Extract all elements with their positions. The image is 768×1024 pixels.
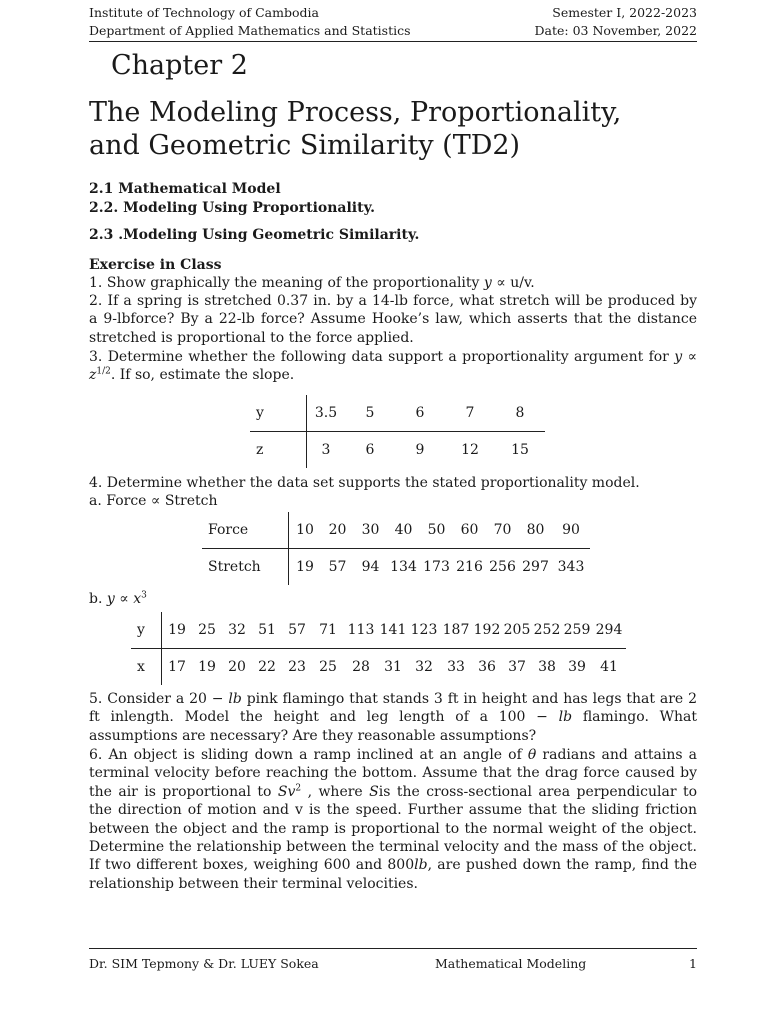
footer-rule (89, 948, 697, 949)
chapter-title (89, 96, 697, 162)
table-cell: 32 (415, 659, 433, 675)
table-cell: 7 (445, 395, 495, 432)
section-2-1: 2.1 Mathematical Model (89, 181, 281, 197)
exercise-4b: b. $y \propto x^3$ (89, 590, 147, 607)
table-cell: 71 (312, 612, 344, 649)
exercise-heading: Exercise in Class (89, 257, 222, 273)
table-cell: 38 (538, 659, 556, 675)
table-cell: 6 (365, 442, 375, 458)
institute-name: Institute of Technology of Cambodia (89, 5, 319, 20)
table-exercise-4a (202, 512, 590, 585)
table-cell: 19 (198, 659, 216, 675)
table-cell: 33 (447, 659, 465, 675)
title-line-1: The Modeling Process, Proportionality, (89, 97, 622, 128)
table-cell: 10 (289, 512, 322, 549)
table-cell: 22 (258, 659, 276, 675)
table-cell: 37 (508, 659, 526, 675)
table-cell: 123 (408, 612, 440, 649)
table-cell: 28 (352, 659, 370, 675)
table-cell: 40 (387, 512, 420, 549)
table-cell: 173 (423, 559, 450, 575)
table-cell: 39 (568, 659, 586, 675)
table-cell: 60 (453, 512, 486, 549)
table-row-label: Force (202, 512, 289, 549)
table-cell: 80 (519, 512, 552, 549)
table-row-label: Stretch (202, 549, 289, 586)
table-row-label: z (250, 432, 307, 469)
document-page (89, 0, 697, 1024)
table-cell: 256 (489, 559, 516, 575)
table-cell: 32 (222, 612, 252, 649)
chapter-label: Chapter 2 (111, 50, 248, 81)
title-line-2: and Geometric Similarity (TD2) (89, 130, 521, 161)
table-cell: 15 (511, 442, 529, 458)
table-cell: 141 (378, 612, 408, 649)
exercise-1: 1. Show graphically the meaning of the proportionality y ∝ u/v. (89, 275, 535, 291)
page-number: 1 (689, 956, 697, 971)
table-cell: 3.5 (307, 395, 346, 432)
exercise-4a: a. Force ∝ Stretch (89, 493, 218, 509)
table-cell: 343 (557, 559, 585, 575)
table-row-label: y (250, 395, 307, 432)
table-exercise-3 (250, 395, 545, 468)
table-cell: 5 (345, 395, 395, 432)
exercise-3: 3. Determine whether the following data support a proportionality argument for $y \propto z^{1/2}$. If so, estimate the slope. (89, 349, 698, 384)
table-cell: 90 (552, 512, 590, 549)
table-cell: 8 (495, 395, 545, 432)
table-cell: 70 (486, 512, 519, 549)
table-cell: 192 (472, 612, 502, 649)
table-cell: 23 (288, 659, 306, 675)
table-cell: 50 (420, 512, 453, 549)
table-cell: 216 (456, 559, 483, 575)
exercise-6: 6. An object is sliding down a ramp inclined at an angle of θ radians and attains a terminal velocity before reaching the bottom. Assume that the drag force caused by the air is proportional to Sv$^2$ , where Sis the cross-sectional area perpendicular to the direction of motion and v is the speed. Further assume that the sliding friction between the object and the ramp is proportional to the normal weight of the object. Determine the relationship between the terminal velocity and the mass of the object. If two different boxes, weighing 600 and 800lb, are pushed down the ramp, find the relationship between their terminal velocities. (89, 747, 697, 892)
table-cell: 25 (192, 612, 222, 649)
table-cell: 94 (361, 559, 380, 575)
department-name: Department of Applied Mathematics and Statistics (89, 23, 411, 38)
table-cell: 3 (321, 442, 331, 458)
table-cell: 57 (282, 612, 312, 649)
table-cell: 12 (461, 442, 479, 458)
table-cell: 187 (440, 612, 472, 649)
table-cell: 25 (319, 659, 337, 675)
section-2-3: 2.3 .Modeling Using Geometric Similarity. (89, 227, 420, 243)
table-cell: 57 (328, 559, 347, 575)
table-cell: 205 (502, 612, 532, 649)
table-cell: 19 (296, 559, 314, 575)
table-cell: 20 (321, 512, 354, 549)
date: Date: 03 November, 2022 (534, 23, 697, 38)
table-cell: 19 (162, 612, 193, 649)
table-cell: 252 (532, 612, 562, 649)
table-row-label: y (131, 612, 162, 649)
table-cell: 297 (522, 559, 549, 575)
table-cell: 20 (228, 659, 246, 675)
table-cell: 17 (168, 659, 186, 675)
table-cell: 113 (344, 612, 378, 649)
table-cell: 6 (395, 395, 445, 432)
table-cell: 51 (252, 612, 282, 649)
table-cell: 31 (384, 659, 402, 675)
table-row-label: x (131, 649, 162, 686)
table-cell: 294 (592, 612, 626, 649)
exercise-2: 2. If a spring is stretched 0.37 in. by a 14-lb force, what stretch will be produced by a 9-lbforce? By a 22-lb force? Assume Hooke’s law, which asserts that the distance stretched is proportional to the force applied. (89, 293, 697, 346)
exercise-4: 4. Determine whether the data set supports the stated proportionality model. (89, 475, 640, 491)
footer-course: Mathematical Modeling (435, 956, 587, 971)
section-2-2: 2.2. Modeling Using Proportionality. (89, 200, 375, 216)
table-cell: 134 (390, 559, 417, 575)
table-cell: 259 (562, 612, 592, 649)
semester: Semester I, 2022-2023 (552, 5, 697, 20)
table-exercise-4b (131, 612, 626, 685)
exercise-5: 5. Consider a 20 − lb pink flamingo that stands 3 ft in height and has legs that are 2 ft inlength. Model the height and leg length of a 100 − lb flamingo. What assumptions are necessary? Are they reasonable assumptions? (89, 691, 698, 744)
footer-authors: Dr. SIM Tepmony & Dr. LUEY Sokea (89, 956, 319, 971)
table-cell: 30 (354, 512, 387, 549)
header-rule (89, 41, 697, 42)
table-cell: 9 (415, 442, 425, 458)
table-cell: 41 (600, 659, 618, 675)
table-cell: 36 (478, 659, 496, 675)
